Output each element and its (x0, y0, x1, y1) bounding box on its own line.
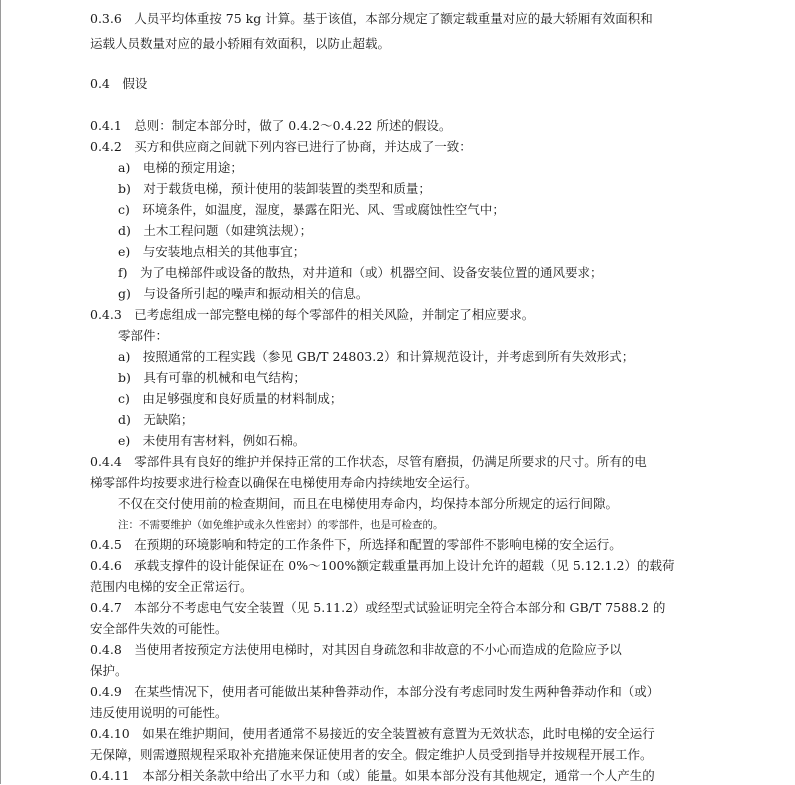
clause-0-4-9-line1: 0.4.9 在某些情况下，使用者可能做出某种鲁莽动作，本部分没有考虑同时发生两种鲁莽动作和（或） (90, 684, 660, 699)
clause-0-3-6-line1: 0.3.6 人员平均体重按 75 kg 计算。基于该值，本部分规定了额定载重量对应的最大轿厢有效面积和 (90, 11, 653, 26)
clause-0-4-7-line1: 0.4.7 本部分不考虑电气安全装置（见 5.11.2）或经型式试验证明完全符合本部分和 GB/T 7588.2 的 (90, 600, 666, 615)
clause-0-4-3: 0.4.3 已考虑组成一部完整电梯的每个零部件的相关风险，并制定了相应要求。 (90, 307, 535, 322)
clause-0-4-4-para2: 不仅在交付使用前的检查期间，而且在电梯使用寿命内，均保持本部分所规定的运行间隙。 (118, 496, 619, 511)
list-item-0-4-2-d: d) 土木工程问题（如建筑法规）； (118, 223, 313, 238)
list-item-0-4-3-a: a) 按照通常的工程实践（参见 GB/T 24803.2）和计算规范设计，并考虑到所有失效形式； (118, 349, 635, 364)
page-left-border (0, 0, 1, 784)
list-item-0-4-2-g: g) 与设备所引起的噪声和振动相关的信息。 (118, 286, 369, 301)
clause-0-4-4-line2: 梯零部件均按要求进行检查以确保在电梯使用寿命内持续地安全运行。 (90, 475, 478, 490)
clause-0-4-8-line1: 0.4.8 当使用者按预定方法使用电梯时，对其因自身疏忽和非故意的不小心而造成的危险应予以 (90, 642, 622, 657)
list-item-0-4-2-a: a) 电梯的预定用途； (118, 160, 243, 175)
list-item-0-4-2-e: e) 与安装地点相关的其他事宜； (118, 244, 306, 259)
clause-0-4-3-intro: 零部件： (118, 328, 169, 343)
clause-0-4-6-line2: 范围内电梯的安全正常运行。 (90, 579, 253, 594)
clause-0-3-6-line2: 运载人员数量对应的最小轿厢有效面积，以防止超载。 (90, 36, 391, 51)
list-item-0-4-3-e: e) 未使用有害材料，例如石棉。 (118, 433, 306, 448)
clause-0-4-10-line1: 0.4.10 如果在维护期间，使用者通常不易接近的安全装置被有意置为无效状态，此时电梯的安全运行 (90, 726, 655, 741)
clause-0-4-11-line1: 0.4.11 本部分相关条款中给出了水平力和（或）能量。如果本部分没有其他规定，通常一个人产生的 (90, 768, 655, 783)
note-0-4-4: 注：不需要维护（如免维护或永久性密封）的零部件，也是可检查的。 (118, 519, 444, 531)
clause-0-4-1: 0.4.1 总则：制定本部分时，做了 0.4.2～0.4.22 所述的假设。 (90, 118, 452, 133)
clause-0-4-2: 0.4.2 买方和供应商之间就下列内容已进行了协商，并达成了一致： (90, 139, 472, 154)
section-heading-0-4: 0.4 假设 (90, 76, 148, 91)
list-item-0-4-3-c: c) 由足够强度和良好质量的材料制成； (118, 391, 343, 406)
clause-0-4-10-line2: 无保障，则需遵照规程采取补充措施来保证使用者的安全。假定维护人员受到指导并按规程开展工作。 (90, 747, 653, 762)
clause-0-4-7-line2: 安全部件失效的可能性。 (90, 621, 228, 636)
list-item-0-4-2-c: c) 环境条件，如温度，湿度，暴露在阳光、风、雪或腐蚀性空气中； (118, 202, 505, 217)
clause-0-4-8-line2: 保护。 (90, 663, 128, 678)
list-item-0-4-3-d: d) 无缺陷； (118, 412, 194, 427)
clause-0-4-6-line1: 0.4.6 承载支撑件的设计能保证在 0%～100%额定载重量再加上设计允许的超载（见 5.12.1.2）的载荷 (90, 558, 675, 573)
list-item-0-4-2-b: b) 对于载货电梯，预计使用的装卸装置的类型和质量； (118, 181, 431, 196)
clause-0-4-9-line2: 违反使用说明的可能性。 (90, 705, 228, 720)
list-item-0-4-3-b: b) 具有可靠的机械和电气结构； (118, 370, 306, 385)
clause-0-4-4-line1: 0.4.4 零部件具有良好的维护并保持正常的工作状态，尽管有磨损，仍满足所要求的尺寸。所有的电 (90, 454, 647, 469)
list-item-0-4-2-f: f) 为了电梯部件或设备的散热，对井道和（或）机器空间、设备安装位置的通风要求； (118, 265, 603, 280)
clause-0-4-5: 0.4.5 在预期的环境影响和特定的工作条件下，所选择和配置的零部件不影响电梯的安全运行。 (90, 537, 622, 552)
